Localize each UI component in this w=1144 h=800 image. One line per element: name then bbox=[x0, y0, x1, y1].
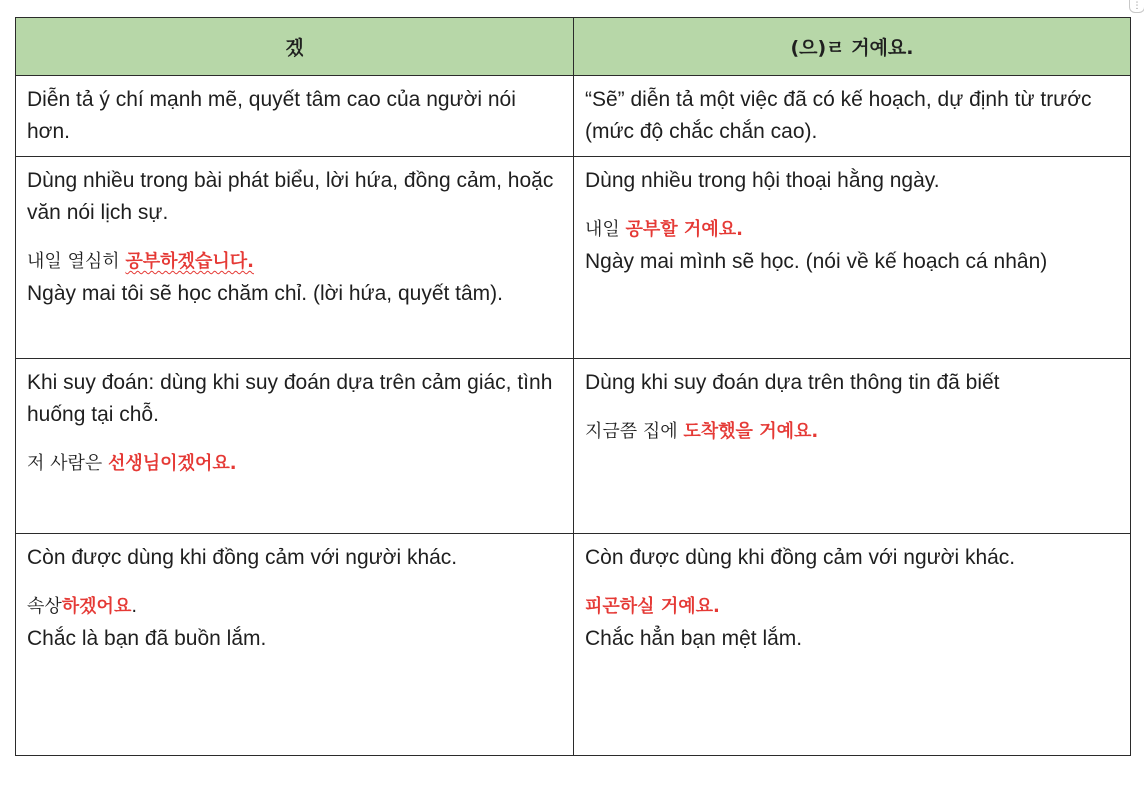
example-translation: Chắc là bạn đã buồn lắm. bbox=[27, 627, 267, 650]
example-highlight: 도착했을 거예요. bbox=[683, 421, 819, 442]
cell-description: Còn được dùng khi đồng cảm với người khác. bbox=[27, 546, 458, 569]
korean-example bbox=[585, 415, 1118, 448]
table-cell bbox=[16, 76, 574, 157]
header-eul-geoyeyo: (으)ㄹ 거예요. bbox=[574, 18, 1131, 76]
table-cell bbox=[574, 534, 1131, 756]
header-row bbox=[16, 18, 1131, 76]
table-row bbox=[16, 534, 1131, 756]
cell-description: Diễn tả ý chí mạnh mẽ, quyết tâm cao của người nói hơn. bbox=[27, 88, 516, 143]
example-text: 지금쯤 집에 bbox=[585, 421, 684, 442]
cell-description: Khi suy đoán: dùng khi suy đoán dựa trên cảm giác, tình huống tại chỗ. bbox=[27, 371, 553, 426]
example-highlight: 공부하겠습니다. bbox=[125, 251, 254, 272]
table-cell bbox=[16, 359, 574, 534]
table-cell bbox=[574, 157, 1131, 359]
table-cell bbox=[574, 76, 1131, 157]
example-suffix: . bbox=[131, 596, 138, 617]
cell-description: “Sẽ” diễn tả một việc đã có kế hoạch, dự định từ trước (mức độ chắc chắn cao). bbox=[585, 88, 1092, 143]
example-translation: Ngày mai mình sẽ học. (nói về kế hoạch cá nhân) bbox=[585, 250, 1048, 273]
korean-example bbox=[585, 213, 1118, 246]
table-row bbox=[16, 359, 1131, 534]
table-cell bbox=[16, 534, 574, 756]
cell-description: Dùng nhiều trong hội thoại hằng ngày. bbox=[585, 169, 940, 192]
example-text: 내일 bbox=[585, 219, 626, 240]
example-translation: Chắc hẳn bạn mệt lắm. bbox=[585, 627, 803, 650]
example-highlight: 공부할 거예요. bbox=[625, 219, 743, 240]
example-text: 내일 열심히 bbox=[27, 251, 126, 272]
example-text: 저 사람은 bbox=[27, 453, 108, 474]
cell-description: Dùng nhiều trong bài phát biểu, lời hứa, đồng cảm, hoặc văn nói lịch sự. bbox=[27, 169, 554, 224]
example-text: 속상 bbox=[27, 596, 62, 617]
example-highlight: 하겠어요 bbox=[61, 596, 132, 617]
korean-example bbox=[27, 245, 561, 278]
korean-example bbox=[27, 447, 561, 480]
table-cell bbox=[574, 359, 1131, 534]
corner-resize-handle[interactable]: ⋮ bbox=[1129, 0, 1144, 13]
example-highlight: 피곤하실 거예요. bbox=[585, 596, 720, 617]
table-row bbox=[16, 157, 1131, 359]
cell-description: Còn được dùng khi đồng cảm với người khác. bbox=[585, 546, 1016, 569]
example-translation: Ngày mai tôi sẽ học chăm chỉ. (lời hứa, quyết tâm). bbox=[27, 282, 504, 305]
table-cell bbox=[16, 157, 574, 359]
example-highlight: 선생님이겠어요. bbox=[108, 453, 237, 474]
korean-example bbox=[585, 590, 1118, 623]
table-row bbox=[16, 76, 1131, 157]
header-gess: 겠 bbox=[16, 18, 574, 76]
korean-example bbox=[27, 590, 561, 623]
grammar-comparison-table bbox=[15, 17, 1131, 756]
cell-description: Dùng khi suy đoán dựa trên thông tin đã biết bbox=[585, 371, 1000, 394]
